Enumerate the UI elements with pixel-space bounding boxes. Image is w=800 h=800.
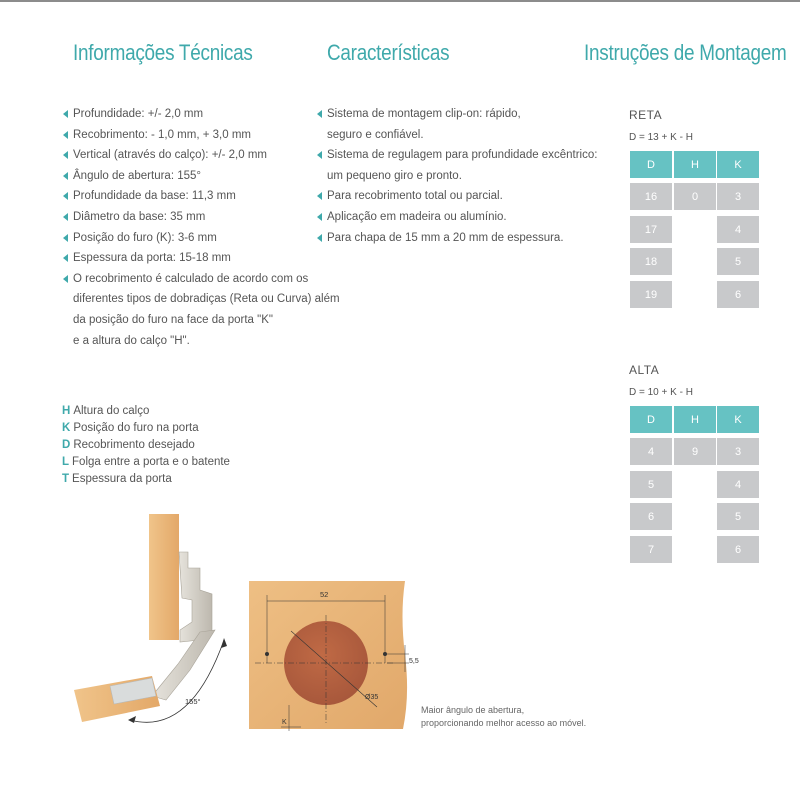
arrow-left-icon [317, 110, 322, 118]
feature-item: Sistema de regulagem para profundidade excêntrico: um pequeno giro e pronto. [317, 145, 597, 186]
table-cell: 3 [717, 438, 759, 465]
tech-spec-item: Ângulo de abertura: 155° [63, 166, 340, 187]
table-header: K [717, 406, 759, 433]
tech-spec-item: Posição do furo (K): 3-6 mm [63, 228, 340, 249]
feature-item: Aplicação em madeira ou alumínio. [317, 207, 597, 228]
alta-formula: D = 10 + K - H [629, 387, 693, 398]
screw-hole [383, 652, 387, 656]
table-cell: 16 [630, 183, 672, 210]
top-divider [0, 0, 800, 2]
tech-spec-item: Profundidade: +/- 2,0 mm [63, 104, 340, 125]
tech-spec-item: Profundidade da base: 11,3 mm [63, 186, 340, 207]
arrow-icon [221, 638, 227, 648]
hinge-illustration [70, 510, 240, 735]
table-cell: 6 [717, 281, 759, 308]
table-cell: 3 [717, 183, 759, 210]
arrow-left-icon [317, 192, 322, 200]
table-cell: 4 [717, 216, 759, 243]
angle-label: 155° [185, 697, 201, 706]
screw-hole [265, 652, 269, 656]
tech-info-heading: Informações Técnicas [73, 40, 253, 65]
features-heading: Características [327, 40, 450, 65]
arrow-left-icon [63, 213, 68, 221]
table-header: H [674, 406, 716, 433]
table-cell: 5 [717, 503, 759, 530]
legend-list [62, 403, 230, 488]
table-cell: 7 [630, 536, 672, 563]
legend-item: T Espessura da porta [62, 473, 172, 485]
tech-spec-item: Diâmetro da base: 35 mm [63, 207, 340, 228]
reta-title: RETA [629, 108, 663, 122]
tech-spec-item: Vertical (através do calço): +/- 2,0 mm [63, 145, 340, 166]
arrow-left-icon [317, 151, 322, 159]
tech-spec-item: Espessura da porta: 15-18 mm [63, 248, 340, 269]
table-header: H [674, 151, 716, 178]
arrow-left-icon [63, 275, 68, 283]
table-cell: 5 [717, 248, 759, 275]
arrow-left-icon [63, 254, 68, 262]
table-cell: 4 [630, 438, 672, 465]
arrow-left-icon [63, 151, 68, 159]
feature-item: Sistema de montagem clip-on: rápido, seguro e confiável. [317, 104, 597, 145]
legend-item: K Posição do furo na porta [62, 422, 199, 434]
table-cell: 5 [630, 471, 672, 498]
table-cell: 9 [674, 438, 716, 465]
table-cell: 0 [674, 183, 716, 210]
table-cell: 17 [630, 216, 672, 243]
table-cell: 18 [630, 248, 672, 275]
dimension-offset-label: 5,5 [409, 658, 419, 665]
diagram-caption: Maior ângulo de abertura, proporcionando melhor acesso ao móvel. [421, 705, 587, 728]
table-cell: 19 [630, 281, 672, 308]
dimension-width-label: 52 [320, 590, 329, 599]
arrow-icon [128, 716, 136, 723]
table-header: D [630, 406, 672, 433]
alta-title: ALTA [629, 363, 660, 377]
tech-specs-list [63, 104, 340, 351]
dimension-diameter-label: Ø35 [365, 694, 379, 701]
features-list [317, 104, 597, 248]
reta-formula: D = 13 + K - H [629, 132, 693, 143]
dimension-k-label: K [282, 719, 287, 726]
legend-item: H Altura do calço [62, 405, 150, 417]
table-header: K [717, 151, 759, 178]
table-header: D [630, 151, 672, 178]
mounting-heading: Instruções de Montagem [584, 40, 787, 65]
table-cell: 6 [630, 503, 672, 530]
feature-item: Para chapa de 15 mm a 20 mm de espessura. [317, 228, 597, 249]
arrow-left-icon [317, 234, 322, 242]
legend-item: D Recobrimento desejado [62, 439, 195, 451]
cabinet-panel [149, 514, 179, 640]
arrow-left-icon [63, 172, 68, 180]
arrow-left-icon [317, 213, 322, 221]
arrow-left-icon [63, 234, 68, 242]
table-cell: 6 [717, 536, 759, 563]
feature-item: Para recobrimento total ou parcial. [317, 186, 597, 207]
drilling-diagram [245, 575, 430, 735]
table-cell: 4 [717, 471, 759, 498]
arrow-left-icon [63, 192, 68, 200]
arrow-left-icon [63, 110, 68, 118]
tech-note: O recobrimento é calculado de acordo com os diferentes tipos de dobradiças (Reta ou Curva) além da posição do furo na face da porta "K" e a altura do calço "H". [63, 269, 340, 351]
legend-item: L Folga entre a porta e o batente [62, 456, 230, 468]
tech-spec-item: Recobrimento: - 1,0 mm, + 3,0 mm [63, 125, 340, 146]
arrow-left-icon [63, 131, 68, 139]
hinge-arm [179, 552, 212, 642]
